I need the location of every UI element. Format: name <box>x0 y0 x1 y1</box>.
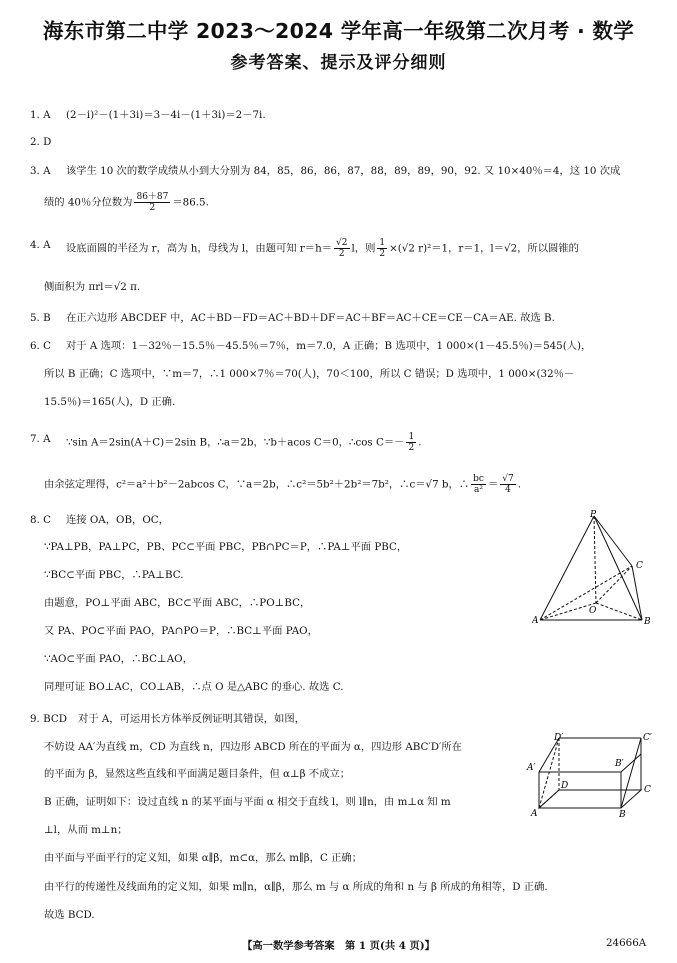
label-a: A <box>532 616 539 626</box>
answer-text: B 正确，证明如下：设过直线 n 的某平面与平面 α 相交于直线 l，则 l∥n，由 m⊥α 知 m <box>44 796 451 808</box>
answer-text: ⊥l，从而 m⊥n； <box>44 824 128 836</box>
answer-text: 由平行的传递性及线面角的定义知，如果 m∥n，α∥β，那么 m 与 α 所成的角和 n 与 β 所成的角相等，D 正确. <box>44 881 548 893</box>
answer-text: 的平面为 β，显然这些直线和平面满足题目条件，但 α⊥β 不成立； <box>44 768 351 780</box>
label-c: C <box>644 785 651 795</box>
fraction: $\frac{bc}{\text{a²}}$ <box>473 474 484 495</box>
page-footer: 【高一数学参考答案 第 1 页(共 4 页)】 <box>242 940 435 952</box>
answer-text: 由题意，PO⊥平面 ABC，BC⊂平面 ABC，∴PO⊥BC， <box>44 597 311 609</box>
answer-text: 又 PA、PO⊂平面 PAO，PA∩PO＝P，∴BC⊥平面 PAO， <box>44 625 318 637</box>
label-p: P <box>590 510 597 520</box>
answer-number: 3. A <box>30 165 51 177</box>
fraction: $\frac{1}{2}$ <box>408 432 415 453</box>
answer-number: 8. C <box>30 514 51 526</box>
fraction: $\frac{86+87}{2}$ <box>136 192 169 213</box>
answer-number: 5. B <box>30 312 51 324</box>
answer-number: 7. A <box>30 433 51 445</box>
answer-text: 由平面与平面平行的定义知，如果 α∥β，m⊂α，那么 m∥β，C 正确； <box>44 852 363 864</box>
answer-number: 9. BCD <box>30 713 67 725</box>
answer-text: 绩的 40％分位数为 $\frac{86+87}{2}$ ＝86.5. <box>44 192 209 213</box>
cuboid-figure <box>525 730 660 818</box>
answer-number: 4. A <box>30 239 51 251</box>
answer-text: 故选 BCD. <box>44 909 95 921</box>
answer-text: ∵AO⊂平面 PAO，∴BC⊥AO， <box>44 653 193 665</box>
label-a: A <box>531 809 538 818</box>
label-d-prime: D′ <box>554 733 564 743</box>
answer-text: ∵PA⊥PB，PA⊥PC，PB、PC⊂平面 PBC，PB∩PC＝P，∴PA⊥平面 PBC， <box>44 541 408 553</box>
answer-number: 1. A <box>30 109 51 121</box>
answer-text: ∵BC⊂平面 PBC，∴PA⊥BC. <box>44 569 184 581</box>
fraction: $\frac{√7}{4}$ <box>502 474 514 495</box>
page-title: 海东市第二中学 2023～2024 学年高一年级第二次月考 · 数学 <box>42 19 635 43</box>
label-c-prime: C′ <box>643 733 652 743</box>
fraction: $\frac{√2}{2}$ <box>336 238 348 259</box>
answer-number: 2. D <box>30 136 52 148</box>
fraction: $\frac{1}{2}$ <box>379 238 386 259</box>
label-b: B <box>619 810 626 818</box>
answer-text: 该学生 10 次的数学成绩从小到大分别为 84，85，86，86，87，88，89，89，90，92. 又 10×40％＝4，这 10 次成 <box>66 165 621 177</box>
answer-text: 15.5％)＝165(人)，D 正确. <box>44 396 176 408</box>
label-b: B <box>644 617 651 627</box>
answer-text: 设底面圆的半径为 r，高为 h，母线为 l，由题可知 r＝h＝ $\frac{√2}{2}$ l，则 $\frac{1}{2}$ ×(√2 r)²＝1，r＝1，l＝√2，所以圆锥的 <box>66 238 579 259</box>
answer-text: 同理可证 BO⊥AC，CO⊥AB，∴点 O 是△ABC 的垂心. 故选 C. <box>44 681 344 693</box>
answer-text: 由余弦定理得，c²＝a²＋b²－2abcos C，∵a＝2b，∴c²＝5b²＋2b²＝7b²，∴c＝√7 b，∴ $\frac{bc}{\text{a²}}$ ＝ $\frac{√7}{4}$ . <box>44 474 521 495</box>
answer-text: 对于 A 选项：1－32％－15.5％－45.5％＝7％，m＝7.0，A 正确；B 选项中，1 000×(1－45.5％)＝545(人)， <box>66 340 592 352</box>
page-subtitle: 参考答案、提示及评分细则 <box>230 53 447 73</box>
answer-text: 连接 OA，OB，OC， <box>66 514 169 526</box>
pyramid-figure <box>532 508 657 628</box>
answer-text: (2－i)²－(1＋3i)＝3－4i－(1＋3i)＝2－7i. <box>66 109 266 121</box>
label-a-prime: A′ <box>527 763 536 773</box>
label-c: C <box>636 561 643 571</box>
answer-text: 所以 B 正确；C 选项中，∵m＝7，∴1 000×7％＝70(人)，70＜100，所以 C 错误；D 选项中，1 000×(32％－ <box>44 368 575 380</box>
label-d: D <box>561 781 569 791</box>
answer-text: 对于 A，可运用长方体举反例证明其错误，如图， <box>78 713 305 725</box>
answer-text: 在正六边形 ABCDEF 中，AC＋BD－FD＝AC＋BD＋DF＝AC＋BF＝AC＋CE＝CE－CA＝AE. 故选 B. <box>66 312 555 324</box>
answer-number: 6. C <box>30 340 51 352</box>
document-code: 24666A <box>606 937 647 949</box>
answer-text: 不妨设 AA′为直线 m，CD 为直线 n，四边形 ABCD 所在的平面为 α，四边形 ABC′D′所在 <box>44 741 462 753</box>
label-o: O <box>589 606 597 616</box>
label-b-prime: B′ <box>615 759 624 769</box>
answer-text: ∵sin A＝2sin(A＋C)＝2sin B，∴a＝2b，∵b＋acos C＝0，∴cos C＝－ $\frac{1}{2}$ . <box>66 432 422 453</box>
answer-text: 侧面积为 πrl＝√2 π. <box>44 281 141 293</box>
